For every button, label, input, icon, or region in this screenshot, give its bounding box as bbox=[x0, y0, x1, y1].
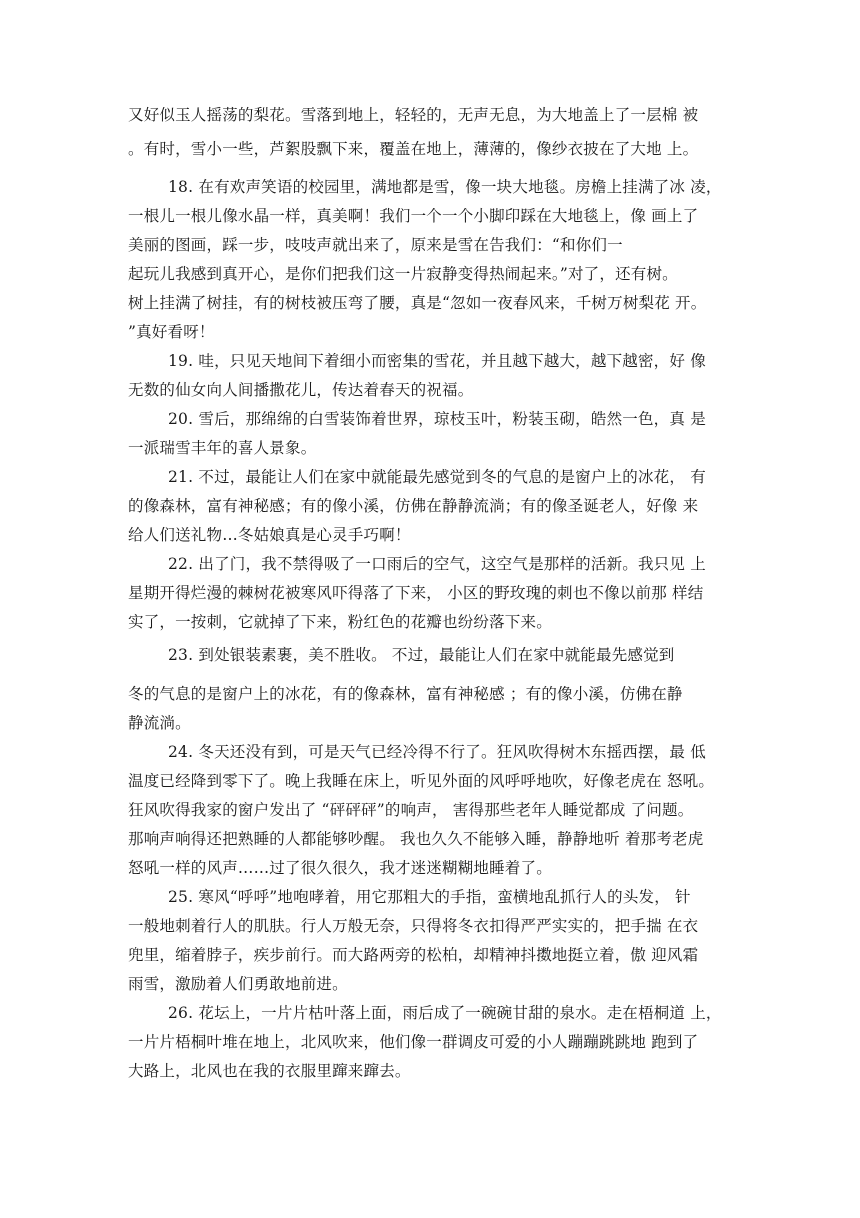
paragraph-23-line: 23. 到处银装素裹，美不胜收。 不过，最能让人们在家中就能最先感觉到 bbox=[168, 646, 675, 664]
text-line: 无数的仙女向人间播撒花儿，传达着春天的祝福。 bbox=[128, 381, 474, 399]
text-line: 给人们送礼物…冬姑娘真是心灵手巧啊！ bbox=[128, 526, 411, 544]
text-line: 又好似玉人摇荡的梨花。雪落到地上，轻轻的，无声无息，为大地盖上了一层棉 被 bbox=[128, 106, 699, 124]
text-line: 静流淌。 bbox=[128, 714, 191, 732]
text-line: 温度已经降到零下了。晚上我睡在床上，听见外面的风呼呼地吹，好像老虎在 怒吼。 bbox=[128, 772, 715, 790]
text-line: 树上挂满了树挂，有的树枝被压弯了腰，真是“忽如一夜春风来，千树万树梨花 开。 bbox=[128, 294, 707, 312]
text-line: ”真好看呀！ bbox=[128, 323, 215, 341]
paragraph-22-line: 22. 出了门，我不禁得吸了一口雨后的空气，这空气是那样的活新。我只见 上 bbox=[168, 555, 706, 573]
text-line: 一般地刺着行人的肌肤。行人万般无奈，只得将冬衣扣得严严实实的，把手揣 在衣 bbox=[128, 917, 699, 935]
paragraph-25-line: 25. 寒风“呼呼”地咆哮着，用它那粗大的手指，蛮横地乱抓行人的头发， 针 bbox=[168, 888, 691, 906]
paragraph-18-line: 18. 在有欢声笑语的校园里，满地都是雪，像一块大地毯。房檐上挂满了冰 凌， bbox=[168, 178, 722, 196]
text-line: 怒吼一样的风声……过了很久很久，我才迷迷糊糊地睡着了。 bbox=[128, 859, 552, 877]
text-line: 起玩儿我感到真开心，是你们把我们这一片寂静变得热闹起来。”对了，还有树。 bbox=[128, 265, 678, 283]
text-line: 一派瑞雪丰年的喜人景象。 bbox=[128, 439, 317, 457]
paragraph-20-line: 20. 雪后，那绵绵的白雪装饰着世界，琼枝玉叶，粉装玉砌，皓然一色，真 是 bbox=[168, 410, 706, 428]
text-line: 。有时，雪小一些，芦絮股飘下来，覆盖在地上，薄薄的，像纱衣披在了大地 上。 bbox=[128, 140, 699, 158]
text-line: 那响声响得还把熟睡的人都能够吵醒。 我也久久不能够入睡，静静地听 着那考老虎 bbox=[128, 830, 704, 848]
text-line: 一片片梧桐叶堆在地上，北风吹来，他们像一群调皮可爱的小人蹦蹦跳跳地 跑到了 bbox=[128, 1033, 699, 1051]
paragraph-26-line: 26. 花坛上，一片片枯叶落上面，雨后成了一碗碗甘甜的泉水。走在梧桐道 上， bbox=[168, 1004, 722, 1022]
text-line: 冬的气息的是窗户上的冰花，有的像森林，富有神秘感 ；有的像小溪，仿佛在静 bbox=[128, 685, 683, 703]
paragraph-19-line: 19. 哇，只见天地间下着细小而密集的雪花，并且越下越大，越下越密，好 像 bbox=[168, 352, 706, 370]
text-line: 美丽的图画，踩一步，吱吱声就出来了，原来是雪在告我们：“和你们一 bbox=[128, 236, 623, 254]
text-line: 兜里，缩着脖子，疾步前行。而大路两旁的松柏，却精神抖擞地挺立着，傲 迎风霜 bbox=[128, 946, 699, 964]
text-line: 一根儿一根儿像水晶一样，真美啊！我们一个一个小脚印踩在大地毯上，像 画上了 bbox=[128, 207, 699, 225]
text-line: 实了，一按刺，它就掉了下来，粉红色的花瓣也纷纷落下来。 bbox=[128, 613, 552, 631]
paragraph-24-line: 24. 冬天还没有到，可是天气已经冷得不行了。狂风吹得树木东摇西摆，最 低 bbox=[168, 743, 706, 761]
text-line: 星期开得烂漫的棘树花被寒风吓得落了下来， 小区的野玫瑰的刺也不像以前那 样结 bbox=[128, 584, 704, 602]
paragraph-21-line: 21. 不过，最能让人们在家中就能最先感觉到冬的气息的是窗户上的冰花， 有 bbox=[168, 468, 706, 486]
text-line: 的像森林，富有神秘感；有的像小溪，仿佛在静静流淌；有的像圣诞老人，好像 来 bbox=[128, 497, 699, 515]
text-line: 狂风吹得我家的窗户发出了 “砰砰砰”的响声， 害得那些老年人睡觉都成 了问题。 bbox=[128, 801, 694, 819]
text-line: 雨雪，激励着人们勇敢地前进。 bbox=[128, 975, 348, 993]
text-line: 大路上，北风也在我的衣服里蹿来蹿去。 bbox=[128, 1062, 411, 1080]
